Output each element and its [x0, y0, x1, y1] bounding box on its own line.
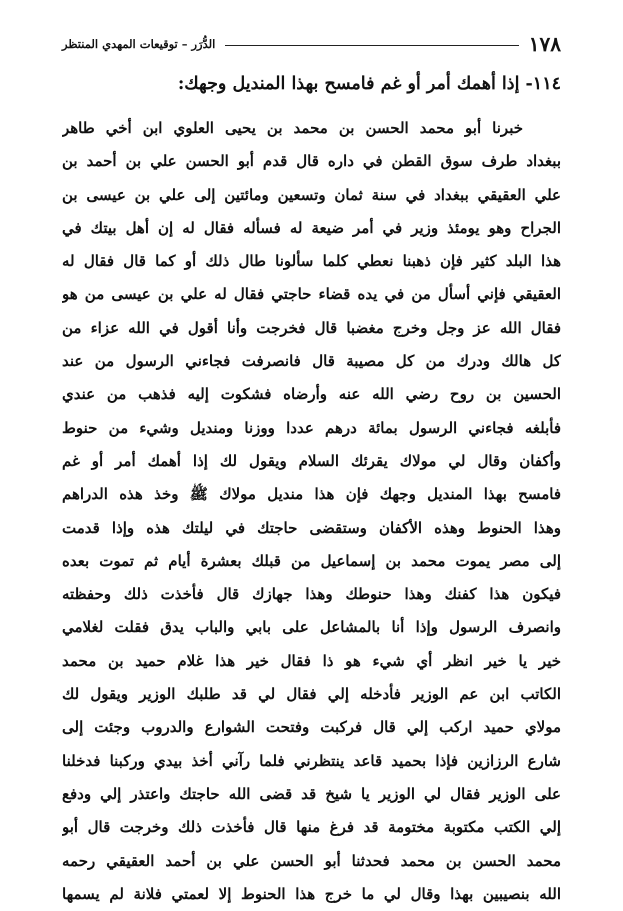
text-line: فقال الله عز وجل وخرج مغضبا قال فخرجت وأنا أقول في الله عزاء من: [62, 318, 561, 337]
text-line: وهذا الحنوط وهذه الأكفان وستقضى حاجتك في ليلتك هذه وإذا قدمت: [62, 518, 561, 537]
text-line: إلى مصر يموت محمد بن إسماعيل من قبلك بعشرة أيام ثم تموت بعده: [62, 551, 561, 570]
text-line: علي العقيقي ببغداد في سنة ثمان وتسعين ومائتين إلى علي بن عيسى بن: [62, 185, 561, 204]
text-line: ببغداد طرف سوق القطن في داره قال قدم أبو الحسن علي بن أحمد بن: [62, 152, 561, 171]
text-line: الحسين بن روح رضي الله عنه وأرضاه فشكوت إليه فذهب من عندي: [62, 385, 561, 404]
text-line: الله بنصيبين بهذا وقال لي ما خرج هذا الحنوط إلا لعمتي فلانة لم يسمها: [62, 884, 561, 903]
body-text: [62, 112, 561, 911]
text-line: شارع الرزازين فإذا بحميد قاعد ينتظرني فلما رآني أخذ بيدي وركبنا فدخلنا: [62, 751, 561, 770]
text-line: خبرنا أبو محمد الحسن بن محمد بن يحيى العلوي ابن أخي طاهر: [62, 119, 523, 137]
running-title: الدُّرَر – توقيعات المهدي المنتظر: [62, 37, 216, 51]
text-line: على الوزير فقال لي الوزير يا شيخ قد قضى الله حاجتك واعتذر إلي ودفع: [62, 784, 561, 803]
text-line: كل هالك ودرك من كل مصيبة قال فانصرفت فجاءني الرسول من عند: [62, 352, 561, 371]
text-line: هذا البلد كثير فإن ذهبنا نعطي كلما سألونا طال ذلك أو كما قال فقال له: [62, 252, 561, 271]
text-line: الجراح وهو يومئذ وزير في أمر ضيعة له فسأله فقال له إن أهل بيتك في: [62, 218, 561, 237]
text-line: فامسح بهذا المنديل وجهك فإن هذا منديل مولاك ﷺ وخذ هذه الدراهم: [62, 485, 561, 504]
text-line: الكاتب ابن عم الوزير فأدخله إلي فقال لي قد طلبك الوزير ويقول لك: [62, 685, 561, 704]
page-number: ١٧٨: [528, 32, 561, 56]
text-line: محمد الحسن بن محمد فحدثنا أبو الحسن علي بن أحمد العقيقي رحمه: [62, 851, 561, 870]
header-rule: [225, 45, 518, 47]
text-line: فأبلغه فجاءني الرسول بمائة درهم عددا ووزنا ومنديل وشيء من حنوط: [62, 418, 561, 437]
text-line: خير يا خير انظر أي شيء هو ذا فقال خير هذا غلام حميد بن محمد: [62, 651, 561, 670]
section-heading: ١١٤- إذا أهمك أمر أو غم فامسح بهذا المنديل وجهك:: [177, 74, 561, 94]
page-header: [62, 28, 561, 60]
text-line: فيكون هذا كفنك وهذا حنوطك وهذا جهازك قال فأخذت ذلك وحفظته: [62, 585, 561, 604]
text-line: وأكفان وقال لي مولاك يقرئك السلام ويقول لك إذا أهمك أمر أو غم: [62, 451, 561, 470]
text-line: إلي الكتب مكتوبة مختومة قد فرغ منها قال فأخذت ذلك وخرجت قال أبو: [62, 818, 561, 837]
text-line: العقيقي فإني أسأل من في يده قضاء حاجتي فقال له علي بن عيسى من هو: [62, 285, 561, 304]
text-line: مولاي حميد اركب إلي قال فركبت وفتحت الشوارع والدروب وجئت إلى: [62, 718, 561, 737]
text-line: وانصرف الرسول وإذا أنا بالمشاعل على بابي والباب يدق فقلت لغلامي: [62, 618, 561, 637]
